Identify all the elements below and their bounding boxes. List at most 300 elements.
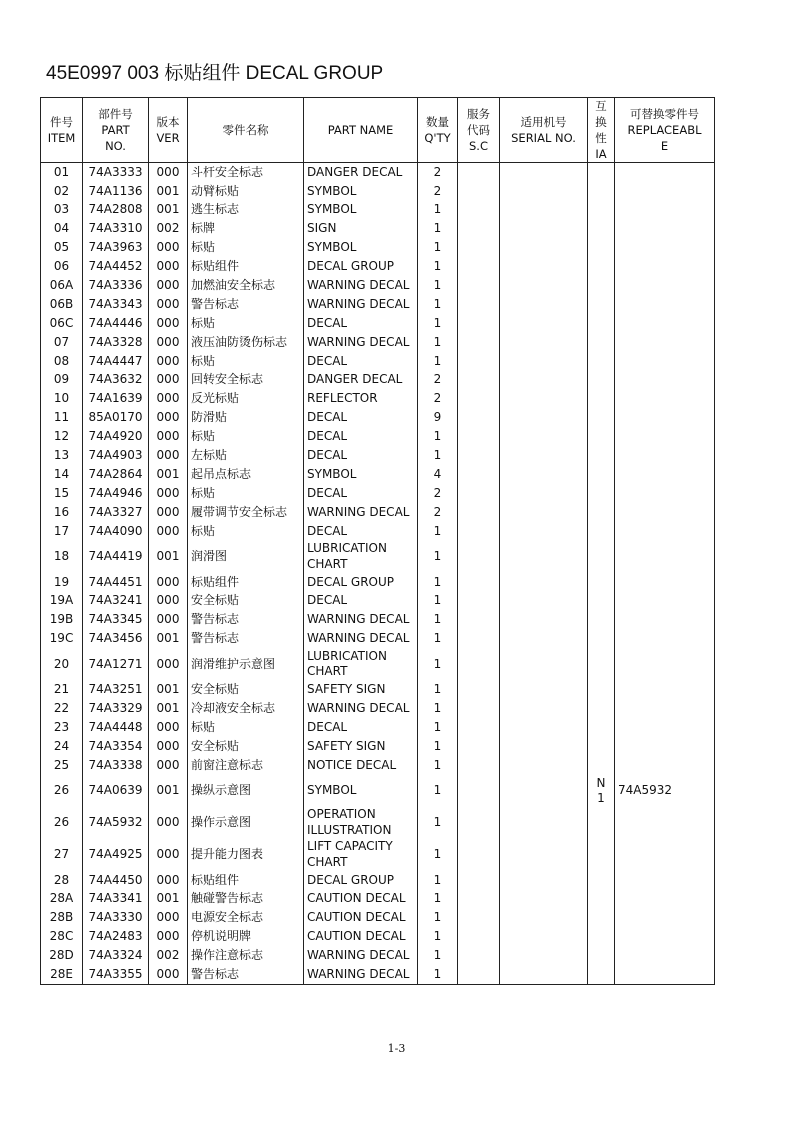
cell-ver: 000: [149, 573, 188, 592]
cell-cn-name: 触碰警告标志: [188, 890, 304, 909]
cell-part-no: 74A3963: [83, 239, 149, 258]
cell-part-name: DECAL: [304, 446, 418, 465]
cell-cn-name: 标贴组件: [188, 871, 304, 890]
header-part-name: [304, 98, 418, 163]
cell-qty: 1: [418, 965, 458, 984]
cell-replaceable: [615, 465, 715, 484]
cell-sc: [458, 541, 500, 573]
cell-ia: [588, 220, 615, 239]
cell-item: 12: [41, 427, 83, 446]
cell-part-no: 74A1639: [83, 390, 149, 409]
cell-part-no: 74A3329: [83, 699, 149, 718]
cell-ver: 001: [149, 201, 188, 220]
cell-ver: 001: [149, 541, 188, 573]
cell-sc: [458, 220, 500, 239]
cell-sc: [458, 257, 500, 276]
page-title: 45E0997 003 标贴组件 DECAL GROUP: [46, 63, 384, 84]
table-row: [41, 276, 715, 295]
cell-ia: [588, 807, 615, 839]
cell-replaceable: [615, 871, 715, 890]
cell-item: 16: [41, 503, 83, 522]
header-line: 性: [595, 131, 607, 145]
cell-ia: [588, 522, 615, 541]
cell-part-name: CAUTION DECAL: [304, 928, 418, 947]
table-row: [41, 314, 715, 333]
cell-sc: [458, 928, 500, 947]
cell-part-name: DECAL GROUP: [304, 257, 418, 276]
cell-replaceable: [615, 409, 715, 428]
cell-ver: 000: [149, 314, 188, 333]
table-row: [41, 522, 715, 541]
cell-part-no: 74A1136: [83, 182, 149, 201]
cell-ver: 000: [149, 611, 188, 630]
header-line: SERIAL NO.: [511, 131, 576, 145]
header-line: 换: [595, 115, 607, 129]
cell-serial: [500, 163, 588, 182]
cell-serial: [500, 371, 588, 390]
cell-part-name: SYMBOL: [304, 775, 418, 807]
cell-ver: 000: [149, 737, 188, 756]
cell-part-no: 74A3310: [83, 220, 149, 239]
cell-part-no: 74A0639: [83, 775, 149, 807]
cell-serial: [500, 775, 588, 807]
cell-qty: 1: [418, 239, 458, 258]
cell-sc: [458, 756, 500, 775]
cell-part-no: 74A4450: [83, 871, 149, 890]
cell-part-no: 74A2483: [83, 928, 149, 947]
cell-ver: 000: [149, 239, 188, 258]
cell-ver: 000: [149, 648, 188, 680]
cell-part-no: 74A3632: [83, 371, 149, 390]
cell-part-name: WARNING DECAL: [304, 965, 418, 984]
cell-part-name: WARNING DECAL: [304, 295, 418, 314]
cell-sc: [458, 409, 500, 428]
cell-qty: 2: [418, 503, 458, 522]
cell-serial: [500, 314, 588, 333]
cell-ia: N 1: [588, 775, 615, 807]
cell-cn-name: 冷却液安全标志: [188, 699, 304, 718]
cell-part-no: 74A4925: [83, 839, 149, 871]
cell-qty: 1: [418, 220, 458, 239]
cell-part-name: DANGER DECAL: [304, 163, 418, 182]
table-row: [41, 573, 715, 592]
cell-sc: [458, 465, 500, 484]
cell-part-no: 74A3324: [83, 946, 149, 965]
cell-part-name: WARNING DECAL: [304, 946, 418, 965]
cell-part-no: 74A3355: [83, 965, 149, 984]
cell-cn-name: 电源安全标志: [188, 909, 304, 928]
cell-part-name: DECAL: [304, 427, 418, 446]
cell-part-no: 74A3251: [83, 680, 149, 699]
cell-ver: 000: [149, 390, 188, 409]
cell-ver: 001: [149, 699, 188, 718]
cell-item: 28A: [41, 890, 83, 909]
table-header-row: [41, 98, 715, 163]
table-row: [41, 427, 715, 446]
cell-item: 15: [41, 484, 83, 503]
cell-ia: [588, 352, 615, 371]
cell-cn-name: 提升能力图表: [188, 839, 304, 871]
cell-ver: 001: [149, 680, 188, 699]
table-row: [41, 295, 715, 314]
cell-cn-name: 斗杆安全标志: [188, 163, 304, 182]
cell-qty: 1: [418, 737, 458, 756]
cell-item: 27: [41, 839, 83, 871]
parts-table: [40, 97, 715, 985]
cell-serial: [500, 807, 588, 839]
header-ver: [149, 98, 188, 163]
cell-sc: [458, 699, 500, 718]
cell-qty: 1: [418, 592, 458, 611]
cell-ver: 000: [149, 163, 188, 182]
header-line: IA: [595, 147, 607, 161]
cell-serial: [500, 890, 588, 909]
cell-sc: [458, 946, 500, 965]
cell-part-no: 74A3241: [83, 592, 149, 611]
cell-sc: [458, 390, 500, 409]
table-row: [41, 611, 715, 630]
cell-ver: 000: [149, 257, 188, 276]
cell-ver: 000: [149, 352, 188, 371]
table-row: [41, 257, 715, 276]
cell-serial: [500, 390, 588, 409]
cell-sc: [458, 201, 500, 220]
cell-ver: 000: [149, 965, 188, 984]
cell-cn-name: 标贴: [188, 427, 304, 446]
cell-ia: [588, 163, 615, 182]
cell-serial: [500, 871, 588, 890]
cell-ia: [588, 946, 615, 965]
cell-cn-name: 警告标志: [188, 611, 304, 630]
cell-cn-name: 履带调节安全标志: [188, 503, 304, 522]
cell-part-name: DANGER DECAL: [304, 371, 418, 390]
cell-qty: 1: [418, 427, 458, 446]
cell-ia: [588, 239, 615, 258]
cell-part-name: DECAL: [304, 314, 418, 333]
cell-replaceable: [615, 680, 715, 699]
cell-part-name: DECAL GROUP: [304, 573, 418, 592]
header-line: 适用机号: [520, 115, 567, 129]
cell-qty: 1: [418, 928, 458, 947]
cell-item: 19: [41, 573, 83, 592]
cell-qty: 1: [418, 909, 458, 928]
cell-replaceable: [615, 699, 715, 718]
cell-item: 11: [41, 409, 83, 428]
cell-sc: [458, 371, 500, 390]
cell-serial: [500, 928, 588, 947]
cell-ver: 001: [149, 465, 188, 484]
cell-ia: [588, 573, 615, 592]
cell-cn-name: 警告标志: [188, 965, 304, 984]
cell-qty: 1: [418, 718, 458, 737]
cell-cn-name: 安全标贴: [188, 592, 304, 611]
header-ia: [588, 98, 615, 163]
cell-cn-name: 润滑图: [188, 541, 304, 573]
cell-ia: [588, 427, 615, 446]
cell-replaceable: [615, 484, 715, 503]
cell-ia: [588, 182, 615, 201]
cell-item: 28E: [41, 965, 83, 984]
header-line: NO.: [105, 139, 126, 153]
cell-part-name: DECAL GROUP: [304, 871, 418, 890]
cell-qty: 1: [418, 648, 458, 680]
cell-item: 13: [41, 446, 83, 465]
cell-item: 28: [41, 871, 83, 890]
cell-part-name: WARNING DECAL: [304, 699, 418, 718]
cell-replaceable: [615, 371, 715, 390]
table-row: [41, 807, 715, 839]
cell-cn-name: 操作示意图: [188, 807, 304, 839]
header-line: 零件名称: [222, 123, 269, 137]
cell-ver: 001: [149, 182, 188, 201]
header-line: 部件号: [98, 107, 133, 121]
header-replaceable: [615, 98, 715, 163]
cell-qty: 1: [418, 699, 458, 718]
cell-serial: [500, 680, 588, 699]
cell-qty: 1: [418, 890, 458, 909]
cell-item: 10: [41, 390, 83, 409]
cell-ia: [588, 890, 615, 909]
cell-part-no: 74A3327: [83, 503, 149, 522]
table-row: [41, 699, 715, 718]
header-line: 互: [595, 99, 607, 113]
cell-serial: [500, 220, 588, 239]
cell-qty: 1: [418, 446, 458, 465]
cell-ia: [588, 541, 615, 573]
cell-serial: [500, 699, 588, 718]
cell-ia: [588, 333, 615, 352]
cell-ver: 000: [149, 756, 188, 775]
header-line: REPLACEABL: [627, 123, 702, 137]
cell-serial: [500, 239, 588, 258]
cell-replaceable: [615, 276, 715, 295]
cell-part-no: 74A3338: [83, 756, 149, 775]
header-line: 件号: [50, 115, 73, 129]
cell-ver: 000: [149, 295, 188, 314]
cell-ver: 002: [149, 946, 188, 965]
cell-replaceable: [615, 592, 715, 611]
cell-part-name: CAUTION DECAL: [304, 890, 418, 909]
cell-qty: 1: [418, 541, 458, 573]
cell-cn-name: 警告标志: [188, 629, 304, 648]
cell-serial: [500, 611, 588, 630]
cell-qty: 9: [418, 409, 458, 428]
cell-ia: [588, 257, 615, 276]
cell-ia: [588, 839, 615, 871]
cell-part-no: 74A3343: [83, 295, 149, 314]
cell-part-no: 85A0170: [83, 409, 149, 428]
cell-qty: 1: [418, 276, 458, 295]
cell-cn-name: 动臂标贴: [188, 182, 304, 201]
cell-part-no: 74A3354: [83, 737, 149, 756]
table-row: [41, 352, 715, 371]
cell-item: 06C: [41, 314, 83, 333]
cell-item: 06A: [41, 276, 83, 295]
table-row: [41, 484, 715, 503]
cell-cn-name: 安全标贴: [188, 680, 304, 699]
cell-sc: [458, 839, 500, 871]
cell-item: 03: [41, 201, 83, 220]
cell-replaceable: [615, 314, 715, 333]
cell-part-no: 74A2864: [83, 465, 149, 484]
cell-sc: [458, 163, 500, 182]
cell-sc: [458, 352, 500, 371]
table-row: [41, 680, 715, 699]
cell-sc: [458, 276, 500, 295]
cell-cn-name: 反光标贴: [188, 390, 304, 409]
cell-cn-name: 标贴: [188, 484, 304, 503]
cell-qty: 2: [418, 182, 458, 201]
cell-item: 08: [41, 352, 83, 371]
cell-part-name: SYMBOL: [304, 239, 418, 258]
cell-sc: [458, 503, 500, 522]
cell-serial: [500, 541, 588, 573]
cell-serial: [500, 573, 588, 592]
cell-part-name: SYMBOL: [304, 201, 418, 220]
cell-qty: 1: [418, 807, 458, 839]
cell-serial: [500, 909, 588, 928]
cell-serial: [500, 522, 588, 541]
cell-replaceable: [615, 446, 715, 465]
cell-item: 24: [41, 737, 83, 756]
cell-cn-name: 标贴: [188, 718, 304, 737]
cell-serial: [500, 201, 588, 220]
cell-replaceable: [615, 427, 715, 446]
cell-part-name: NOTICE DECAL: [304, 756, 418, 775]
header-part-no: [83, 98, 149, 163]
cell-replaceable: [615, 163, 715, 182]
cell-sc: [458, 718, 500, 737]
cell-sc: [458, 182, 500, 201]
cell-serial: [500, 756, 588, 775]
cell-cn-name: 标贴: [188, 522, 304, 541]
table-row: [41, 737, 715, 756]
cell-sc: [458, 484, 500, 503]
cell-ia: [588, 276, 615, 295]
table-row: [41, 965, 715, 984]
cell-part-no: 74A4451: [83, 573, 149, 592]
cell-replaceable: [615, 541, 715, 573]
table-row: [41, 839, 715, 871]
table-row: [41, 503, 715, 522]
cell-item: 14: [41, 465, 83, 484]
cell-ver: 000: [149, 446, 188, 465]
cell-replaceable: 74A5932: [615, 775, 715, 807]
cell-ia: [588, 409, 615, 428]
cell-part-name: SAFETY SIGN: [304, 680, 418, 699]
cell-replaceable: [615, 928, 715, 947]
cell-qty: 2: [418, 390, 458, 409]
cell-cn-name: 起吊点标志: [188, 465, 304, 484]
table-row: [41, 871, 715, 890]
cell-qty: 1: [418, 629, 458, 648]
table-row: [41, 890, 715, 909]
cell-serial: [500, 427, 588, 446]
cell-ver: 000: [149, 409, 188, 428]
cell-replaceable: [615, 890, 715, 909]
cell-sc: [458, 592, 500, 611]
cell-ia: [588, 465, 615, 484]
cell-item: 09: [41, 371, 83, 390]
table-row: [41, 371, 715, 390]
cell-replaceable: [615, 573, 715, 592]
cell-part-no: 74A3333: [83, 163, 149, 182]
table-row: [41, 201, 715, 220]
cell-replaceable: [615, 522, 715, 541]
table-row: [41, 409, 715, 428]
cell-item: 01: [41, 163, 83, 182]
cell-cn-name: 左标贴: [188, 446, 304, 465]
header-line: 版本: [156, 115, 180, 129]
cell-ia: [588, 965, 615, 984]
cell-part-name: DECAL: [304, 592, 418, 611]
cell-part-no: 74A3456: [83, 629, 149, 648]
cell-qty: 1: [418, 522, 458, 541]
cell-serial: [500, 946, 588, 965]
cell-serial: [500, 648, 588, 680]
cell-part-no: 74A1271: [83, 648, 149, 680]
cell-ia: [588, 503, 615, 522]
cell-item: 07: [41, 333, 83, 352]
cell-serial: [500, 737, 588, 756]
cell-sc: [458, 648, 500, 680]
cell-item: 19C: [41, 629, 83, 648]
cell-ver: 000: [149, 503, 188, 522]
cell-part-name: LUBRICATION CHART: [304, 648, 418, 680]
table-row: [41, 390, 715, 409]
cell-ia: [588, 371, 615, 390]
cell-replaceable: [615, 737, 715, 756]
header-line: S.C: [469, 139, 488, 153]
cell-replaceable: [615, 182, 715, 201]
cell-ia: [588, 446, 615, 465]
cell-serial: [500, 276, 588, 295]
cell-replaceable: [615, 333, 715, 352]
cell-sc: [458, 611, 500, 630]
cell-part-name: DECAL: [304, 352, 418, 371]
table-row: [41, 648, 715, 680]
cell-ia: [588, 680, 615, 699]
cell-replaceable: [615, 909, 715, 928]
cell-serial: [500, 446, 588, 465]
cell-cn-name: 警告标志: [188, 295, 304, 314]
cell-part-no: 74A3330: [83, 909, 149, 928]
cell-replaceable: [615, 756, 715, 775]
cell-cn-name: 液压油防烫伤标志: [188, 333, 304, 352]
cell-part-name: WARNING DECAL: [304, 276, 418, 295]
header-qty: [418, 98, 458, 163]
header-line: E: [660, 139, 669, 153]
cell-serial: [500, 182, 588, 201]
cell-sc: [458, 965, 500, 984]
cell-replaceable: [615, 965, 715, 984]
cell-part-name: SAFETY SIGN: [304, 737, 418, 756]
cell-cn-name: 标贴: [188, 239, 304, 258]
cell-cn-name: 回转安全标志: [188, 371, 304, 390]
cell-serial: [500, 592, 588, 611]
cell-cn-name: 标牌: [188, 220, 304, 239]
cell-sc: [458, 775, 500, 807]
cell-serial: [500, 295, 588, 314]
table-row: [41, 163, 715, 182]
cell-item: 19B: [41, 611, 83, 630]
cell-replaceable: [615, 295, 715, 314]
cell-ver: 000: [149, 484, 188, 503]
cell-serial: [500, 503, 588, 522]
header-line: 数量: [426, 115, 449, 129]
cell-cn-name: 前窗注意标志: [188, 756, 304, 775]
cell-cn-name: 润滑维护示意图: [188, 648, 304, 680]
